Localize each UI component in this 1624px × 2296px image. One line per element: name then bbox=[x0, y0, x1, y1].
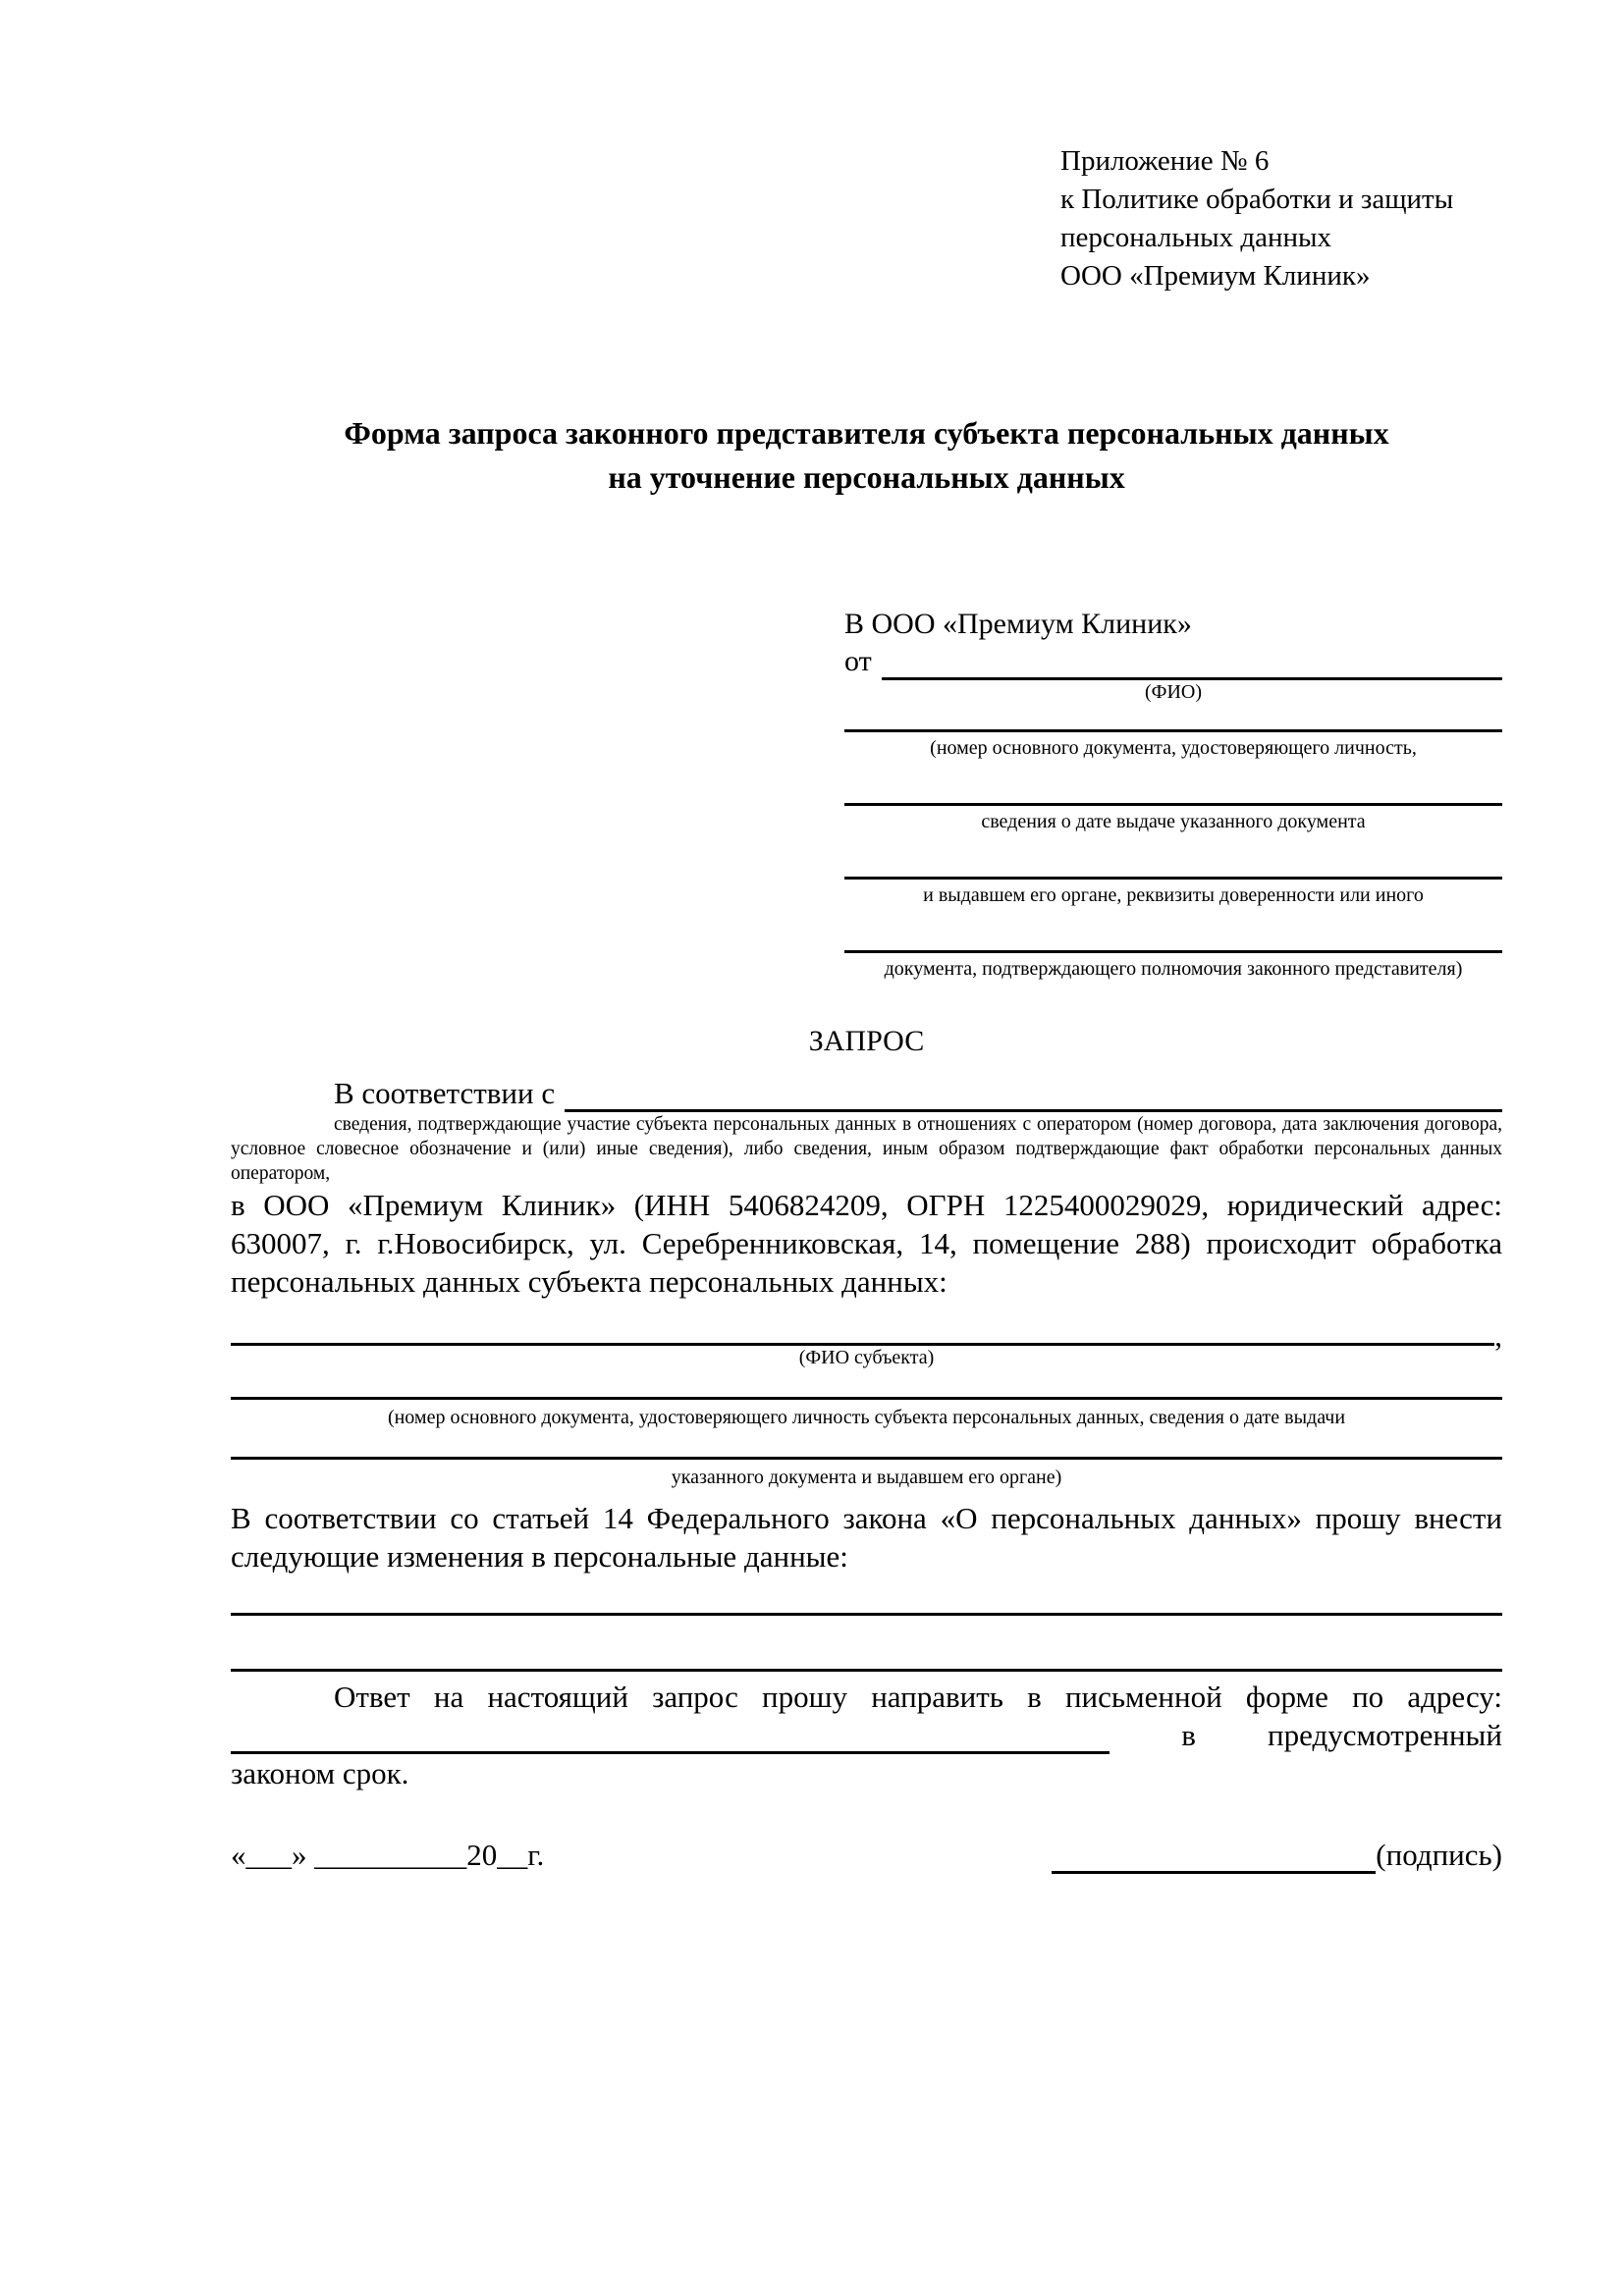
addressee-block bbox=[844, 606, 1502, 981]
addressee-to: В ООО «Премиум Клиник» bbox=[844, 608, 1192, 640]
subject-doc-field-2 bbox=[231, 1457, 1502, 1489]
representative-doc-field-2 bbox=[844, 803, 1502, 833]
representative-doc-caption-1: (номер основного документа, удостоверяющего личность, bbox=[930, 737, 1417, 759]
changes-field-1 bbox=[231, 1613, 1502, 1616]
from-label: от bbox=[844, 645, 872, 677]
annex-note bbox=[1060, 142, 1502, 295]
representative-fio-blank-line[interactable] bbox=[882, 644, 1502, 680]
form-title bbox=[231, 411, 1502, 500]
annex-note-line-2: к Политике обработки и защиты bbox=[1060, 184, 1454, 215]
subject-doc-caption-2: указанного документа и выдавшем его органе) bbox=[671, 1467, 1062, 1488]
fio-caption: (ФИО) bbox=[1144, 681, 1202, 703]
form-title-line-2: на уточнение персональных данных bbox=[608, 459, 1125, 495]
representative-doc-blank-line-3[interactable] bbox=[844, 877, 1502, 880]
address-row bbox=[231, 1716, 1502, 1754]
answer-tail-word-2: предусмотренный bbox=[1268, 1718, 1502, 1752]
representative-doc-field-1 bbox=[844, 729, 1502, 760]
basis-blank-line[interactable] bbox=[565, 1076, 1502, 1112]
closing-text: законом срок. bbox=[231, 1756, 409, 1790]
annex-note-line-3: персональных данных bbox=[1060, 222, 1332, 253]
changes-field-2 bbox=[231, 1669, 1502, 1672]
subject-doc-blank-line-1[interactable] bbox=[231, 1397, 1502, 1400]
subject-fio-row bbox=[231, 1318, 1502, 1353]
form-title-line-1: Форма запроса законного представителя субъекта персональных данных bbox=[344, 415, 1389, 451]
representative-doc-blank-line-4[interactable] bbox=[844, 950, 1502, 953]
representative-doc-caption-3: и выдавшем его органе, реквизиты доверенности или иного bbox=[923, 884, 1424, 906]
signature-blank-line[interactable] bbox=[1052, 1838, 1376, 1874]
explainer-note: сведения, подтверждающие участие субъекта персональных данных в отношениях с оператором (номер договора, дата заключения договора, условное словесное обозначение и (или) иные сведения), либо сведения, иным образом подтверждающие факт обработки персональных данных оператором, bbox=[231, 1114, 1502, 1184]
representative-doc-caption-4: документа, подтверждающего полномочия законного представителя) bbox=[884, 958, 1463, 980]
request-heading: ЗАПРОС bbox=[808, 1025, 925, 1057]
intro-row bbox=[231, 1075, 1502, 1112]
representative-doc-blank-line-2[interactable] bbox=[844, 803, 1502, 806]
signature-area bbox=[1052, 1836, 1502, 1874]
representative-doc-field-3 bbox=[844, 877, 1502, 907]
document-content bbox=[231, 142, 1502, 1874]
changes-blank-line-1[interactable] bbox=[231, 1613, 1502, 1616]
signature-caption: (подпись) bbox=[1376, 1838, 1502, 1872]
subject-fio-caption: (ФИО субъекта) bbox=[798, 1347, 935, 1368]
subject-doc-caption-1: (номер основного документа, удостоверяющего личность субъекта персональных данных, сведения о дате выдачи bbox=[387, 1407, 1346, 1428]
from-row bbox=[844, 643, 1502, 680]
answer-tail-word-1: в bbox=[1181, 1718, 1196, 1752]
law-paragraph: В соответствии со статьей 14 Федерального закона «О персональных данных» прошу внести следующие изменения в персональные данные: bbox=[231, 1501, 1502, 1574]
annex-note-line-4: ООО «Премиум Клиник» bbox=[1060, 260, 1371, 292]
address-blank-line[interactable] bbox=[231, 1718, 1110, 1754]
subject-doc-field-1 bbox=[231, 1397, 1502, 1429]
operator-paragraph: в ООО «Премиум Клиник» (ИНН 5406824209, ОГРН 1225400029029, юридический адрес: 630007, г. г.Новосибирск, ул. Серебренниковская, 14, помещение 288) происходит обработка персональных данных субъекта персональных данных: bbox=[231, 1188, 1502, 1299]
changes-blank-line-2[interactable] bbox=[231, 1669, 1502, 1672]
representative-doc-caption-2: сведения о дате выдаче указанного документа bbox=[981, 811, 1366, 832]
subject-fio-comma: , bbox=[1494, 1318, 1502, 1353]
subject-doc-blank-line-2[interactable] bbox=[231, 1457, 1502, 1460]
representative-doc-blank-line-1[interactable] bbox=[844, 729, 1502, 732]
footer-row bbox=[231, 1836, 1502, 1874]
annex-note-line-1: Приложение № 6 bbox=[1060, 145, 1270, 177]
representative-doc-field-4 bbox=[844, 950, 1502, 981]
intro-prefix: В соответствии с bbox=[334, 1076, 556, 1110]
answer-paragraph: Ответ на настоящий запрос прошу направить в письменной форме по адресу: bbox=[334, 1680, 1502, 1714]
date-field[interactable]: «___» __________20__г. bbox=[231, 1838, 545, 1872]
